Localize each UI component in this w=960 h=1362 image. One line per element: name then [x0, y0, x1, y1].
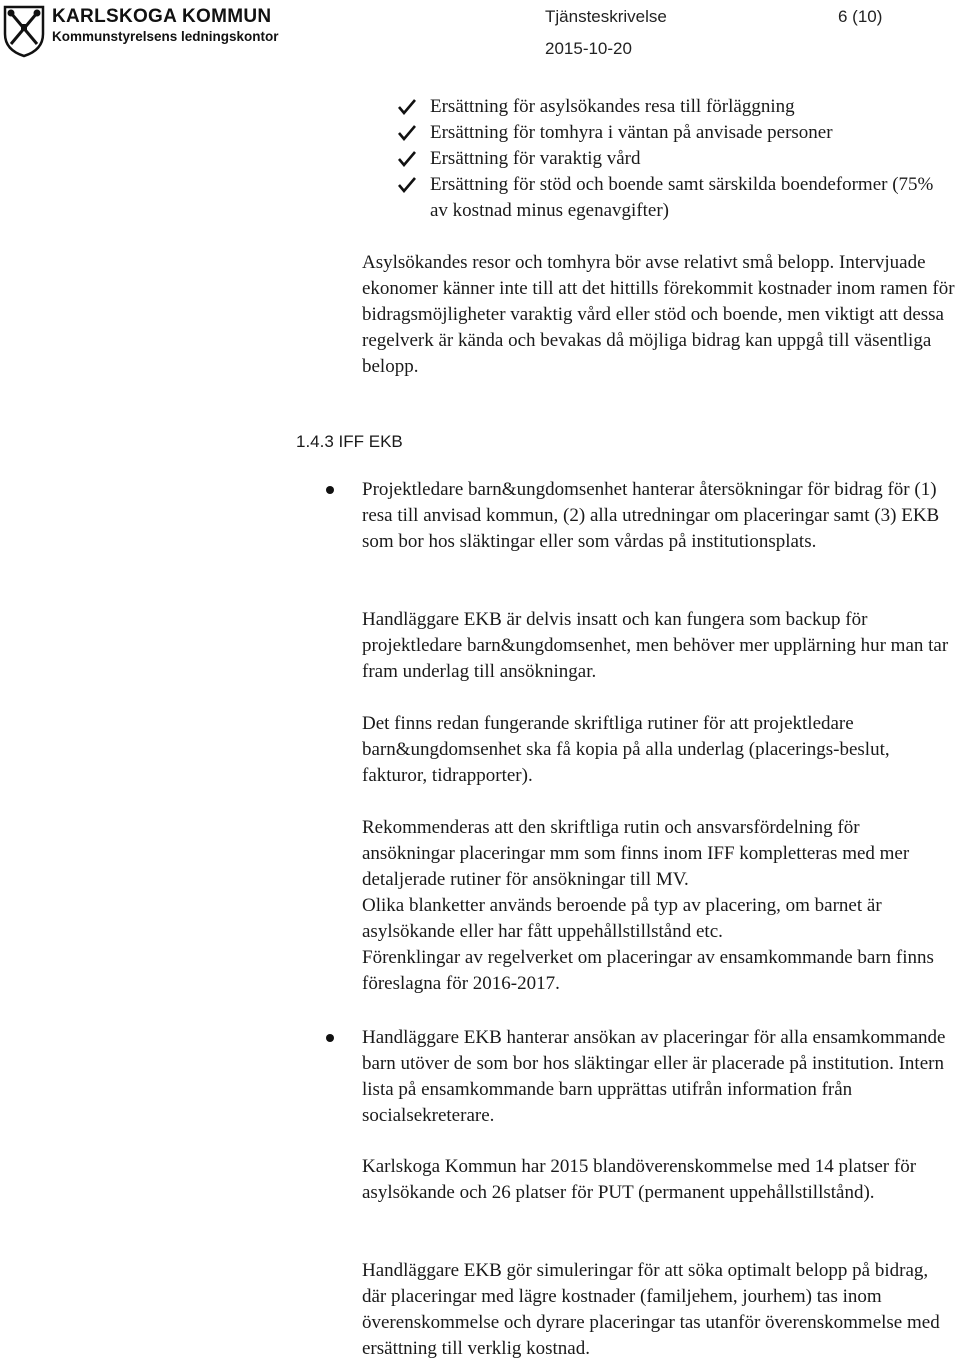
paragraph: Det finns redan fungerande skriftliga rutiner för att projektledare barn&ungdomsenhet ska få kopia på alla underlag (placerings-beslut, fakturor, tidrapporter).	[362, 713, 890, 786]
paragraph: Handläggare EKB är delvis insatt och kan fungera som backup för projektledare barn&ungdomsenhet, men behöver mer upplärning hur man tar fram underlag till ansökningar.	[362, 609, 949, 682]
paragraph: Rekommenderas att den skriftliga rutin och ansvarsfördelning för ansökningar placeringar mm som finns inom IFF kompletteras med mer detaljerade rutiner för ansökningar till MV.	[362, 817, 910, 890]
bullet-icon	[326, 486, 334, 494]
checkmark-icon	[398, 125, 416, 141]
page-number: 6 (10)	[838, 7, 883, 26]
checklist-item-text: Ersättning för asylsökandes resa till förläggning	[430, 96, 795, 117]
checklist-item	[398, 94, 938, 120]
checklist-item-text: Ersättning för stöd och boende samt särskilda boendeformer (75% av kostnad minus egenavgifter)	[430, 174, 934, 221]
karlskoga-crest-icon	[2, 4, 46, 58]
organization-name: KARLSKOGA KOMMUN	[52, 6, 272, 27]
paragraph: Handläggare EKB hanterar ansökan av placeringar för alla ensamkommande barn utöver de som bor hos släktingar eller är placerade på institution. Intern lista på ensamkommande barn upprättas utifrån information från socialsekreterare.	[362, 1027, 946, 1126]
checklist-item	[398, 146, 938, 172]
checklist	[398, 94, 938, 224]
section-heading: 1.4.3 IFF EKB	[296, 432, 403, 451]
checkmark-icon	[398, 177, 416, 193]
checklist-item	[398, 172, 938, 224]
paragraph: Asylsökandes resor och tomhyra bör avse relativt små belopp. Intervjuade ekonomer känner inte till att det hittills förekommit kostnader inom ramen för bidragsmöjligheter varaktig vård eller stöd och boende, men viktigt att dessa regelverk är kända och bevakas då möjliga bidrag kan uppgå till väsentliga belopp.	[362, 252, 955, 377]
page-header	[0, 0, 960, 70]
checkmark-icon	[398, 151, 416, 167]
paragraph: Handläggare EKB gör simuleringar för att söka optimalt belopp på bidrag, där placeringar med lägre kostnader (familjehem, jourhem) tas inom överenskommelse och dyrare placeringar tas utanför överenskommelse med ersättning till verklig kostnad.	[362, 1260, 940, 1359]
document-type: Tjänsteskrivelse	[545, 7, 667, 26]
checklist-item-text: Ersättning för tomhyra i väntan på anvisade personer	[430, 122, 833, 143]
paragraph: Förenklingar av regelverket om placeringar av ensamkommande barn finns föreslagna för 2016-2017.	[362, 947, 934, 994]
organization-block	[52, 6, 279, 46]
checkmark-icon	[398, 99, 416, 115]
paragraph: Olika blanketter används beroende på typ av placering, om barnet är asylsökande eller har fått uppehållstillstånd etc.	[362, 895, 882, 942]
checklist-item	[398, 120, 938, 146]
checklist-item-text: Ersättning för varaktig vård	[430, 148, 641, 169]
department-name: Kommunstyrelsens ledningskontor	[52, 29, 279, 44]
paragraph: Karlskoga Kommun har 2015 blandöverenskommelse med 14 platser för asylsökande och 26 platser för PUT (permanent uppehållstillstånd).	[362, 1156, 917, 1203]
bullet-icon	[326, 1034, 334, 1042]
paragraph: Projektledare barn&ungdomsenhet hanterar återsökningar för bidrag för (1) resa till anvisad kommun, (2) alla utredningar om placeringar samt (3) EKB som bor hos släktingar eller som vårdas på institutionsplats.	[362, 479, 940, 552]
document-date: 2015-10-20	[545, 39, 632, 58]
